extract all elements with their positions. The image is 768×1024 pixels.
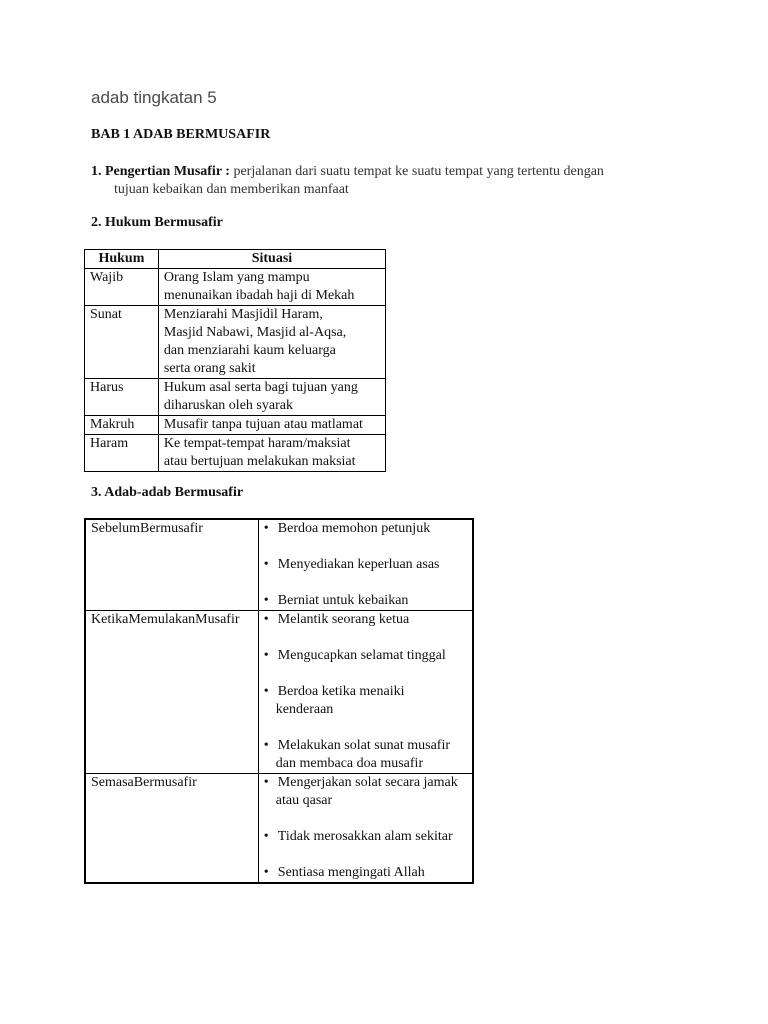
situasi-cell <box>158 435 385 472</box>
situasi-cell <box>158 416 385 435</box>
list-item-text: Tidak merosakkan alam sekitar <box>277 829 453 844</box>
table-row <box>85 774 473 884</box>
bullet-icon: • <box>263 775 269 790</box>
list-item-text: Mengucapkan selamat tinggal <box>277 648 446 663</box>
bullet-icon: • <box>263 557 269 572</box>
list-item-text: Berniat untuk kebaikan <box>277 593 409 608</box>
table-row <box>85 306 386 379</box>
page-header: adab tingkatan 5 <box>91 88 217 107</box>
list-item <box>264 520 467 538</box>
adab-table <box>84 518 474 884</box>
list-item <box>264 828 467 846</box>
list-item <box>264 647 467 665</box>
situasi-line: Orang Islam yang mampu <box>163 270 310 285</box>
list-item <box>264 774 467 810</box>
bullet-icon: • <box>263 612 269 627</box>
hukum-cell: Haram <box>85 435 159 472</box>
adab-items-cell <box>258 611 473 774</box>
situasi-cell <box>158 306 385 379</box>
hukum-cell: Makruh <box>85 416 159 435</box>
definition-text-line1: perjalanan dari suatu tempat ke suatu tempat yang tertentu dengan <box>233 164 604 179</box>
table-row <box>85 416 386 435</box>
list-item-text: Menyediakan keperluan asas <box>277 557 440 572</box>
list-item-text: Mengerjakan solat secara jamak <box>277 775 458 790</box>
list-item-text-continued: dan membaca doa musafir <box>275 756 424 771</box>
situasi-line: menunaikan ibadah haji di Mekah <box>163 288 355 303</box>
column-header-hukum: Hukum <box>85 250 159 269</box>
definition-term: Pengertian Musafir : <box>105 164 230 179</box>
definition-paragraph <box>91 163 691 199</box>
adab-items-cell <box>258 774 473 884</box>
hukum-cell: Wajib <box>85 269 159 306</box>
list-item <box>264 592 467 610</box>
bullet-icon: • <box>263 829 269 844</box>
list-item-text: Melantik seorang ketua <box>277 612 410 627</box>
definition-number: 1. <box>91 164 102 179</box>
adab-list <box>264 774 467 882</box>
adab-list <box>264 520 467 610</box>
bullet-icon: • <box>263 738 269 753</box>
bullet-icon: • <box>263 684 269 699</box>
section-title-hukum: 2. Hukum Bermusafir <box>91 215 223 230</box>
situasi-line: Menziarahi Masjidil Haram, <box>163 307 323 322</box>
situasi-line: Masjid Nabawi, Masjid al-Aqsa, <box>163 325 347 340</box>
list-item <box>264 737 467 773</box>
stage-cell: SebelumBermusafir <box>85 519 258 611</box>
table-row <box>85 519 473 611</box>
adab-list <box>264 611 467 773</box>
hukum-table <box>84 249 386 472</box>
bullet-icon: • <box>263 865 269 880</box>
situasi-line: Ke tempat-tempat haram/maksiat <box>163 436 351 451</box>
table-row <box>85 611 473 774</box>
hukum-cell: Sunat <box>85 306 159 379</box>
list-item-text-continued: atau qasar <box>275 793 333 808</box>
situasi-line: atau bertujuan melakukan maksiat <box>163 454 356 469</box>
table-row <box>85 435 386 472</box>
situasi-line: dan menziarahi kaum keluarga <box>163 343 336 358</box>
list-item <box>264 556 467 574</box>
chapter-title: BAB 1 ADAB BERMUSAFIR <box>91 127 271 142</box>
list-item-text: Sentiasa mengingati Allah <box>277 865 425 880</box>
list-item <box>264 611 467 629</box>
list-item-text: Berdoa ketika menaiki <box>277 684 405 699</box>
situasi-cell <box>158 379 385 416</box>
list-item <box>264 864 467 882</box>
list-item-text: Melakukan solat sunat musafir <box>277 738 451 753</box>
bullet-icon: • <box>263 593 269 608</box>
hukum-cell: Harus <box>85 379 159 416</box>
stage-cell: SemasaBermusafir <box>85 774 258 884</box>
definition-text-line2: tujuan kebaikan dan memberikan manfaat <box>114 182 349 197</box>
situasi-line: Hukum asal serta bagi tujuan yang <box>163 380 358 395</box>
list-item-text-continued: kenderaan <box>275 702 334 717</box>
bullet-icon: • <box>263 648 269 663</box>
situasi-line: Musafir tanpa tujuan atau matlamat <box>163 417 363 432</box>
column-header-situasi: Situasi <box>158 250 385 269</box>
table-row <box>85 269 386 306</box>
situasi-line: serta orang sakit <box>163 361 256 376</box>
table-row <box>85 379 386 416</box>
table-header-row <box>85 250 386 269</box>
section-title-adab: 3. Adab-adab Bermusafir <box>91 485 244 500</box>
adab-items-cell <box>258 519 473 611</box>
situasi-cell <box>158 269 385 306</box>
bullet-icon: • <box>263 521 269 536</box>
list-item <box>264 683 467 719</box>
stage-cell: KetikaMemulakanMusafir <box>85 611 258 774</box>
list-item-text: Berdoa memohon petunjuk <box>277 521 431 536</box>
situasi-line: diharuskan oleh syarak <box>163 398 293 413</box>
